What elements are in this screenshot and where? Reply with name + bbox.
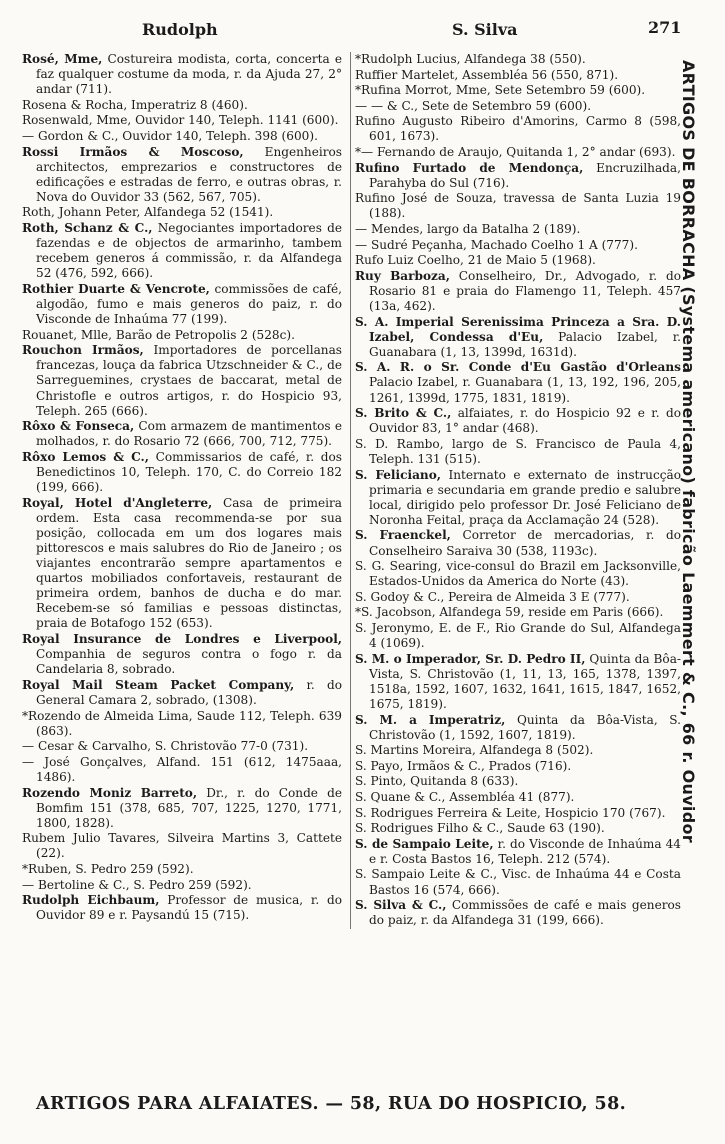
directory-entry	[355, 713, 681, 743]
directory-entry	[355, 821, 681, 836]
entry-text: S. Pinto, Quitanda 8 (633).	[355, 774, 519, 789]
entry-text: S. Quane & C., Assembléa 41 (877).	[355, 790, 575, 804]
directory-entry	[22, 709, 342, 739]
directory-entry	[22, 145, 342, 205]
directory-entry	[22, 678, 342, 708]
directory-entry	[22, 129, 342, 144]
entry-text: — Mendes, largo da Batalha 2 (189).	[355, 222, 581, 237]
directory-entry	[22, 786, 342, 831]
page-number: 271	[648, 18, 682, 37]
entry-text: Rufo Luiz Coelho, 21 de Maio 5 (1968).	[355, 253, 596, 268]
directory-entry	[22, 755, 342, 785]
entry-text: Com armazem de mantimentos e molhados, r. do Rosario 72 (666, 700, 712, 775).	[36, 419, 343, 449]
entry-text: S. G. Searing, vice-consul do Brazil em Jacksonville, Estados-Unidos da America do Norte (43).	[355, 559, 681, 589]
directory-entry	[22, 113, 342, 128]
directory-entry	[22, 282, 342, 327]
directory-entry	[355, 68, 681, 83]
entry-name: Rôxo & Fonseca,	[22, 419, 135, 434]
entry-text: Quinta da Bôa-Vista, S. Christovão (1, 11, 13, 165, 1378, 1397, 1518a, 1592, 1607, 1632, 1641, 1615, 1847, 1652, 1675, 1819).	[369, 651, 681, 711]
entry-text: Encruzilhada, Parahyba do Sul (716).	[369, 160, 681, 190]
directory-entry	[355, 837, 681, 867]
entry-name: Rufino Furtado de Mendonça,	[355, 160, 584, 175]
directory-entry	[355, 161, 681, 191]
entry-text: — José Gonçalves, Alfand. 151 (612, 1475aaa, 1486).	[22, 754, 342, 784]
entry-text: Quinta da Bôa-Vista, S. Christovão (1, 1592, 1607, 1819).	[369, 712, 681, 742]
entry-text: Commissões de café e mais generos do paiz, r. da Alfandega 31 (199, 666).	[369, 898, 681, 928]
entry-name: Rossi Irmãos & Moscoso,	[22, 144, 244, 159]
entry-text: S. Rodrigues Filho & C., Saude 63 (190).	[355, 821, 605, 836]
entry-text: Internato e externato de instrucção primaria e secundaria em grande predio e salubre local, dirigido pelo professor Dr. José Feliciano de Noronha Feital, praça da Acclamação 24 (528).	[369, 467, 681, 527]
entry-name: Rôxo Lemos & C.,	[22, 449, 149, 464]
entry-name: Ruy Barboza,	[355, 268, 450, 283]
entry-text: Costureira modista, corta, concerta e faz qualquer costume da moda, r. da Ajuda 27, 2° andar (711).	[36, 52, 342, 97]
entry-name: S. Feliciano,	[355, 467, 441, 482]
entry-name: S. Silva & C.,	[355, 898, 447, 913]
entry-text: r. do Visconde de Inhaúma 44 e r. Costa Bastos 16, Teleph. 212 (574).	[369, 836, 681, 866]
directory-entry	[22, 632, 342, 677]
directory-entry	[355, 759, 681, 774]
entry-text: *S. Jacobson, Alfandega 59, reside em Paris (666).	[355, 605, 664, 620]
directory-entry	[22, 450, 342, 495]
entry-text: S. Payo, Irmãos & C., Prados (716).	[355, 758, 572, 773]
entry-text: Rosena & Rocha, Imperatriz 8 (460).	[22, 97, 248, 112]
entry-name: Rozendo Moniz Barreto,	[22, 785, 198, 800]
directory-entry	[355, 468, 681, 528]
directory-entry	[22, 52, 342, 97]
directory-entry	[355, 652, 681, 712]
running-header-left: Rudolph	[142, 20, 218, 39]
entry-text: S. Sampaio Leite & C., Visc. de Inhaúma 44 e Costa Bastos 16 (574, 666).	[355, 867, 681, 897]
entry-text: Conselheiro, Dr., Advogado, r. do Rosario 81 e praia do Flamengo 11, Teleph. 457 (13a, 462).	[369, 268, 681, 313]
entry-text: Palacio Izabel, r. Guanabara (1, 13, 1399d, 1631d).	[369, 329, 681, 359]
directory-entry	[355, 605, 681, 620]
directory-entry	[355, 806, 681, 821]
directory-entry	[355, 83, 681, 98]
entry-name: Rudolph Eichbaum,	[22, 893, 160, 908]
footer-advertisement: ARTIGOS PARA ALFAIATES. — 58, RUA DO HOSPICIO, 58.	[36, 1094, 627, 1114]
entry-text: Casa de primeira ordem. Esta casa recommenda-se por sua posição, collocada em um dos logares mais pittorescos e mais salubres do Rio de Janeiro ; os viajantes encontrarão sempre apartamentos e quartos mobiliados confortaveis, restaurant de primeira ordem, banhos de ducha e do mar. Recebem-se só familias e pessoas distinctas, praia de Botafogo 152 (653).	[36, 495, 342, 631]
entry-text: — — & C., Sete de Setembro 59 (600).	[355, 98, 592, 113]
directory-entry	[355, 145, 681, 160]
directory-entry	[22, 739, 342, 754]
entry-name: Royal Mail Steam Packet Company,	[22, 677, 295, 692]
entry-text: *Rudolph Lucius, Alfandega 38 (550).	[355, 52, 586, 66]
entry-name: Rothier Duarte & Vencrote,	[22, 281, 210, 296]
directory-entry	[355, 774, 681, 789]
left-column	[22, 52, 342, 924]
side-advertisement: ARTIGOS DE BORRACHA (Systema americano) fabricão Laemmert & C., 66 r. Ouvidor	[679, 60, 698, 843]
entry-text: Negociantes importadores de fazendas e de objectos de armarinho, tambem recebem generos á commissão, r. da Alfandega 52 (476, 592, 666).	[36, 221, 342, 281]
directory-entry	[355, 360, 681, 405]
entry-text: alfaiates, r. do Hospicio 92 e r. do Ouvidor 83, 1° andar (468).	[369, 406, 681, 436]
directory-entry	[22, 831, 342, 861]
entry-name: S. Brito & C.,	[355, 406, 452, 421]
directory-entry	[355, 99, 681, 114]
directory-entry	[355, 238, 681, 253]
entry-text: Ruffier Martelet, Assembléa 56 (550, 871).	[355, 67, 619, 82]
entry-name: S. A. Imperial Serenissima Princeza a Sra. D. Izabel, Condessa d'Eu,	[355, 314, 681, 344]
directory-entry	[355, 269, 681, 314]
entry-text: Dr., r. do Conde de Bomfim 151 (378, 685, 707, 1225, 1270, 1771, 1800, 1828).	[36, 785, 342, 830]
directory-entry	[22, 343, 342, 418]
entry-text: commissões de café, algodão, fumo e mais generos do paiz, r. do Visconde de Inhaúma 77 (199).	[36, 281, 342, 327]
running-header-right: S. Silva	[452, 20, 518, 39]
directory-entry	[355, 114, 681, 144]
directory-entry	[355, 191, 681, 221]
entry-text: Rufino Augusto Ribeiro d'Amorins, Carmo 8 (598, 601, 1673).	[355, 114, 681, 144]
entry-text: Companhia de seguros contra o fogo r. da Candelaria 8, sobrado.	[36, 647, 342, 677]
entry-text: Palacio Izabel, r. Guanabara (1, 13, 192, 196, 205, 1261, 1399d, 1775, 1831, 1819).	[369, 375, 681, 405]
directory-entry	[355, 559, 681, 589]
directory-entry	[22, 893, 342, 923]
entry-text: Roth, Johann Peter, Alfandega 52 (1541).	[22, 205, 274, 220]
entry-name: Roth, Schanz & C.,	[22, 221, 153, 236]
directory-entry	[355, 621, 681, 651]
entry-name: S. A. R. o Sr. Conde d'Eu Gastão d'Orleans	[355, 360, 681, 375]
entry-text: *Rufina Morrot, Mme, Sete Setembro 59 (600).	[355, 83, 646, 98]
entry-text: Rouanet, Mlle, Barão de Petropolis 2 (528c).	[22, 327, 295, 342]
entry-text: Commissarios de café, r. dos Benedictinos 10, Teleph. 170, C. do Correio 182 (199, 666).	[36, 449, 342, 495]
entry-name: S. M. a Imperatriz,	[355, 712, 506, 727]
entry-text: S. Godoy & C., Pereira de Almeida 3 E (777).	[355, 589, 630, 604]
entry-name: Royal, Hotel d'Angleterre,	[22, 495, 213, 510]
entry-text: Professor de musica, r. do Ouvidor 89 e r. Paysandú 15 (715).	[36, 893, 343, 923]
entry-text: S. Rodrigues Ferreira & Leite, Hospicio 170 (767).	[355, 805, 666, 820]
directory-entry	[22, 878, 342, 893]
directory-entry	[355, 590, 681, 605]
entry-name: Royal Insurance de Londres e Liverpool,	[22, 632, 342, 647]
directory-entry	[22, 419, 342, 449]
entry-text: Corretor de mercadorias, r. do Conselheiro Saraiva 30 (538, 1193c).	[369, 528, 681, 558]
entry-text: Rubem Julio Tavares, Silveira Martins 3, Cattete (22).	[22, 831, 342, 861]
entry-text: Importadores de porcellanas francezas, louça da fabrica Utzschneider & C., de Sarreguemines, crystaes de baccarat, metal de Christofle e outros artigos, r. do Hospicio 93, Teleph. 265 (666).	[36, 343, 342, 418]
right-column	[350, 52, 681, 929]
entry-text: — Cesar & Carvalho, S. Christovão 77-0 (731).	[22, 739, 309, 754]
directory-entry	[22, 862, 342, 877]
entry-name: S. de Sampaio Leite,	[355, 836, 494, 851]
entry-name: Rouchon Irmãos,	[22, 343, 144, 358]
directory-entry	[22, 496, 342, 632]
entry-text: S. Jeronymo, E. de F., Rio Grande do Sul, Alfandega 4 (1069).	[355, 620, 681, 651]
entry-text: Rufino José de Souza, travessa de Santa Luzia 19 (188).	[355, 191, 681, 221]
entry-text: S. Martins Moreira, Alfandega 8 (502).	[355, 743, 594, 758]
directory-entry	[355, 437, 681, 467]
directory-entry	[22, 221, 342, 281]
directory-entry	[355, 790, 681, 805]
entry-name: S. Fraenckel,	[355, 528, 451, 543]
entry-text: S. D. Rambo, largo de S. Francisco de Paula 4, Teleph. 131 (515).	[355, 436, 681, 466]
directory-entry	[22, 98, 342, 113]
directory-entry	[355, 52, 681, 67]
entry-name: Rosé, Mme,	[22, 52, 103, 66]
directory-entry	[355, 528, 681, 558]
directory-entry	[355, 898, 681, 928]
directory-entry	[22, 205, 342, 220]
entry-text: — Gordon & C., Ouvidor 140, Teleph. 398 (600).	[22, 128, 318, 143]
directory-entry	[355, 253, 681, 268]
entry-text: Engenheiros architectos, emprezarios e constructores de edificações e estradas de ferro, e outras obras, r. Nova do Ouvidor 33 (562, 567, 705).	[36, 144, 342, 204]
directory-entry	[355, 743, 681, 758]
entry-text: r. do General Camara 2, sobrado, (1308).	[36, 677, 342, 707]
entry-text: *Rozendo de Almeida Lima, Saude 112, Teleph. 639 (863).	[22, 708, 342, 738]
directory-entry	[355, 222, 681, 237]
entry-name: S. M. o Imperador, Sr. D. Pedro II,	[355, 651, 586, 666]
entry-text: *— Fernando de Araujo, Quitanda 1, 2° andar (693).	[355, 145, 676, 160]
entry-text: — Bertoline & C., S. Pedro 259 (592).	[22, 877, 252, 892]
directory-entry	[355, 867, 681, 897]
directory-entry	[355, 315, 681, 360]
directory-entry	[355, 406, 681, 436]
entry-text: — Sudré Peçanha, Machado Coelho 1 A (777).	[355, 237, 638, 252]
entry-text: *Ruben, S. Pedro 259 (592).	[22, 861, 194, 876]
entry-text: Rosenwald, Mme, Ouvidor 140, Teleph. 1141 (600).	[22, 113, 339, 128]
directory-entry	[22, 328, 342, 343]
